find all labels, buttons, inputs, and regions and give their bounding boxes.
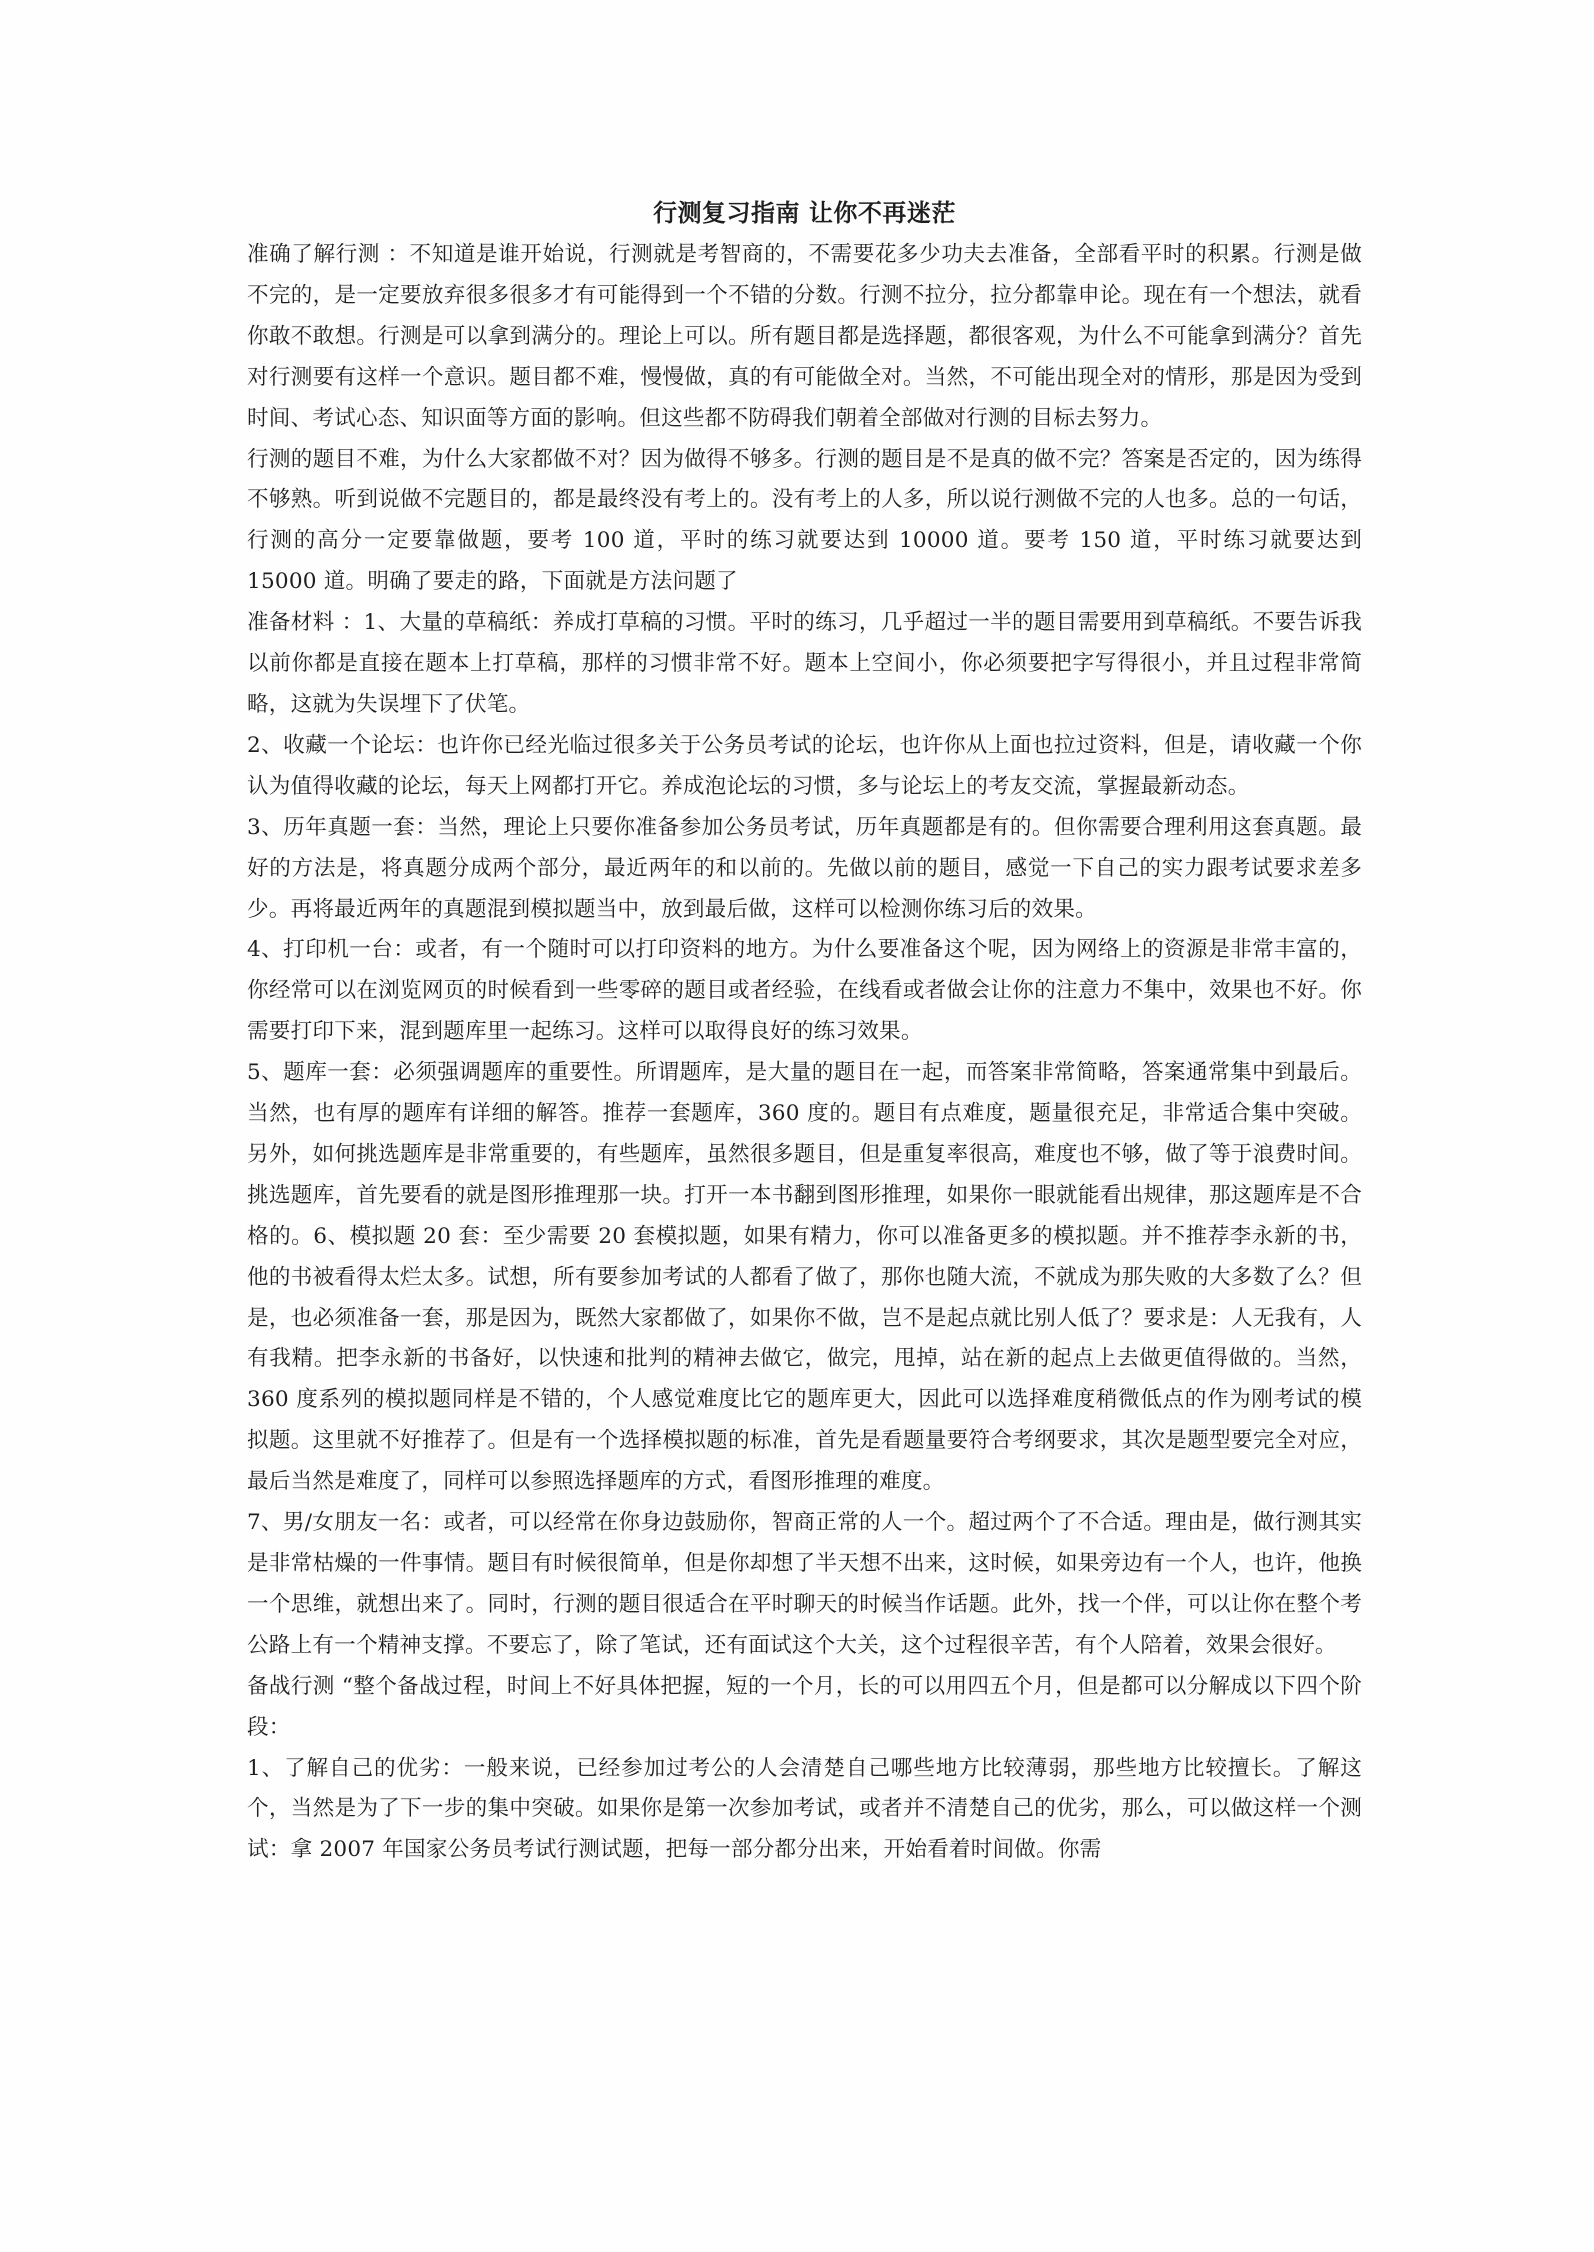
document-body <box>247 193 1362 1871</box>
paragraph-materials-past-exams: 3、历年真题一套：当然，理论上只要你准备参加公务员考试，历年真题都是有的。但你需要合理利用这套真题。最好的方法是，将真题分成两个部分，最近两年的和以前的。先做以前的题目，感觉一下自己的实力跟考试要求差多少。再将最近两年的真题混到模拟题当中，放到最后做，这样可以检测你练习后的效果。 <box>247 814 1362 922</box>
paragraph-materials-forum: 2、收藏一个论坛：也许你已经光临过很多关于公务员考试的论坛，也许你从上面也拉过资料，但是，请收藏一个你认为值得收藏的论坛，每天上网都打开它。养成泡论坛的习惯，多与论坛上的考友交流，掌握最新动态。 <box>247 732 1362 799</box>
paragraph-materials-question-bank: 5、题库一套：必须强调题库的重要性。所谓题库，是大量的题目在一起，而答案非常简略，答案通常集中到最后。当然，也有厚的题库有详细的解答。推荐一套题库，360 度的。题目有点难度，题量很充足，非常适合集中突破。另外，如何挑选题库是非常重要的，有些题库，虽然很多题目，但是重复率很高，难度也不够，做了等于浪费时间。挑选题库，首先要看的就是图形推理那一块。打开一本书翻到图形推理，如果你一眼就能看出规律，那这题库是不合格的。6、模拟题 20 套：至少需要 20 套模拟题，如果有精力，你可以准备更多的模拟题。并不推荐李永新的书，他的书被看得太烂太多。试想，所有要参加考试的人都看了做了，那你也随大流，不就成为那失败的大多数了么？但是，也必须准备一套，那是因为，既然大家都做了，如果你不做，岂不是起点就比别人低了？要求是：人无我有，人有我精。把李永新的书备好，以快速和批判的精神去做它，做完，甩掉，站在新的起点上去做更值得做的。当然，360 度系列的模拟题同样是不错的，个人感觉难度比它的题库更大，因此可以选择难度稍微低点的作为刚考试的模拟题。这里就不好推荐了。但是有一个选择模拟题的标准，首先是看题量要符合考纲要求，其次是题型要完全对应，最后当然是难度了，同样可以参照选择题库的方式，看图形推理的难度。 <box>247 1060 1362 1495</box>
paragraph-preparation-stages: 备战行测 “整个备战过程，时间上不好具体把握，短的一个月，长的可以用四五个月，但是都可以分解成以下四个阶段： <box>247 1673 1362 1740</box>
paragraph-materials-scratch-paper: 准备材料 ：1、大量的草稿纸：养成打草稿的习惯。平时的练习，几乎超过一半的题目需要用到草稿纸。不要告诉我以前你都是直接在题本上打草稿，那样的习惯非常不好。题本上空间小，你必须要把字写得很小，并且过程非常简略，这就为失误埋下了伏笔。 <box>247 610 1362 717</box>
paragraph-materials-partner: 7、男/女朋友一名：或者，可以经常在你身边鼓励你，智商正常的人一个。超过两个了不合适。理由是，做行测其实是非常枯燥的一件事情。题目有时候很简单，但是你却想了半天想不出来，这时候，如果旁边有一个人，也许，他换一个思维，就想出来了。同时，行测的题目很适合在平时聊天的时候当作话题。此外，找一个伴，可以让你在整个考公路上有一个精神支撑。不要忘了，除了笔试，还有面试这个大关，这个过程很辛苦，有个人陪着，效果会很好。 <box>247 1510 1362 1658</box>
document-title: 行测复习指南 让你不再迷茫 <box>653 198 956 227</box>
paragraph-understanding-xingce: 准确了解行测 ：不知道是谁开始说，行测就是考智商的，不需要花多少功夫去准备，全部看平时的积累。行测是做不完的，是一定要放弃很多很多才有可能得到一个不错的分数。行测不拉分，拉分都靠申论。现在有一个想法，就看你敢不敢想。行测是可以拿到满分的。理论上可以。所有题目都是选择题，都很客观，为什么不可能拿到满分？首先对行测要有这样一个意识。题目都不难，慢慢做，真的有可能做全对。当然，不可能出现全对的情形，那是因为受到时间、考试心态、知识面等方面的影响。但这些都不防碍我们朝着全部做对行测的目标去努力。 <box>247 242 1362 431</box>
paragraph-stage-self-assessment: 1、了解自己的优劣：一般来说，已经参加过考公的人会清楚自己哪些地方比较薄弱，那些地方比较擅长。了解这个，当然是为了下一步的集中突破。如果你是第一次参加考试，或者并不清楚自己的优劣，那么，可以做这样一个测试：拿 2007 年国家公务员考试行测试题，把每一部分都分出来，开始看着时间做。你需 <box>247 1755 1362 1863</box>
paragraph-materials-printer: 4、打印机一台：或者，有一个随时可以打印资料的地方。为什么要准备这个呢，因为网络上的资源是非常丰富的，你经常可以在浏览网页的时候看到一些零碎的题目或者经验，在线看或者做会让你的注意力不集中，效果也不好。你需要打印下来，混到题库里一起练习。这样可以取得良好的练习效果。 <box>247 937 1362 1045</box>
paragraph-practice-volume: 行测的题目不难，为什么大家都做不对？因为做得不够多。行测的题目是不是真的做不完？答案是否定的，因为练得不够熟。听到说做不完题目的，都是最终没有考上的。没有考上的人多，所以说行测做不完的人也多。总的一句话，行测的高分一定要靠做题，要考 100 道，平时的练习就要达到 10000 道。要考 150 道，平时练习就要达到 15000 道。明确了要走的路，下面就是方法问题了 <box>247 446 1362 595</box>
